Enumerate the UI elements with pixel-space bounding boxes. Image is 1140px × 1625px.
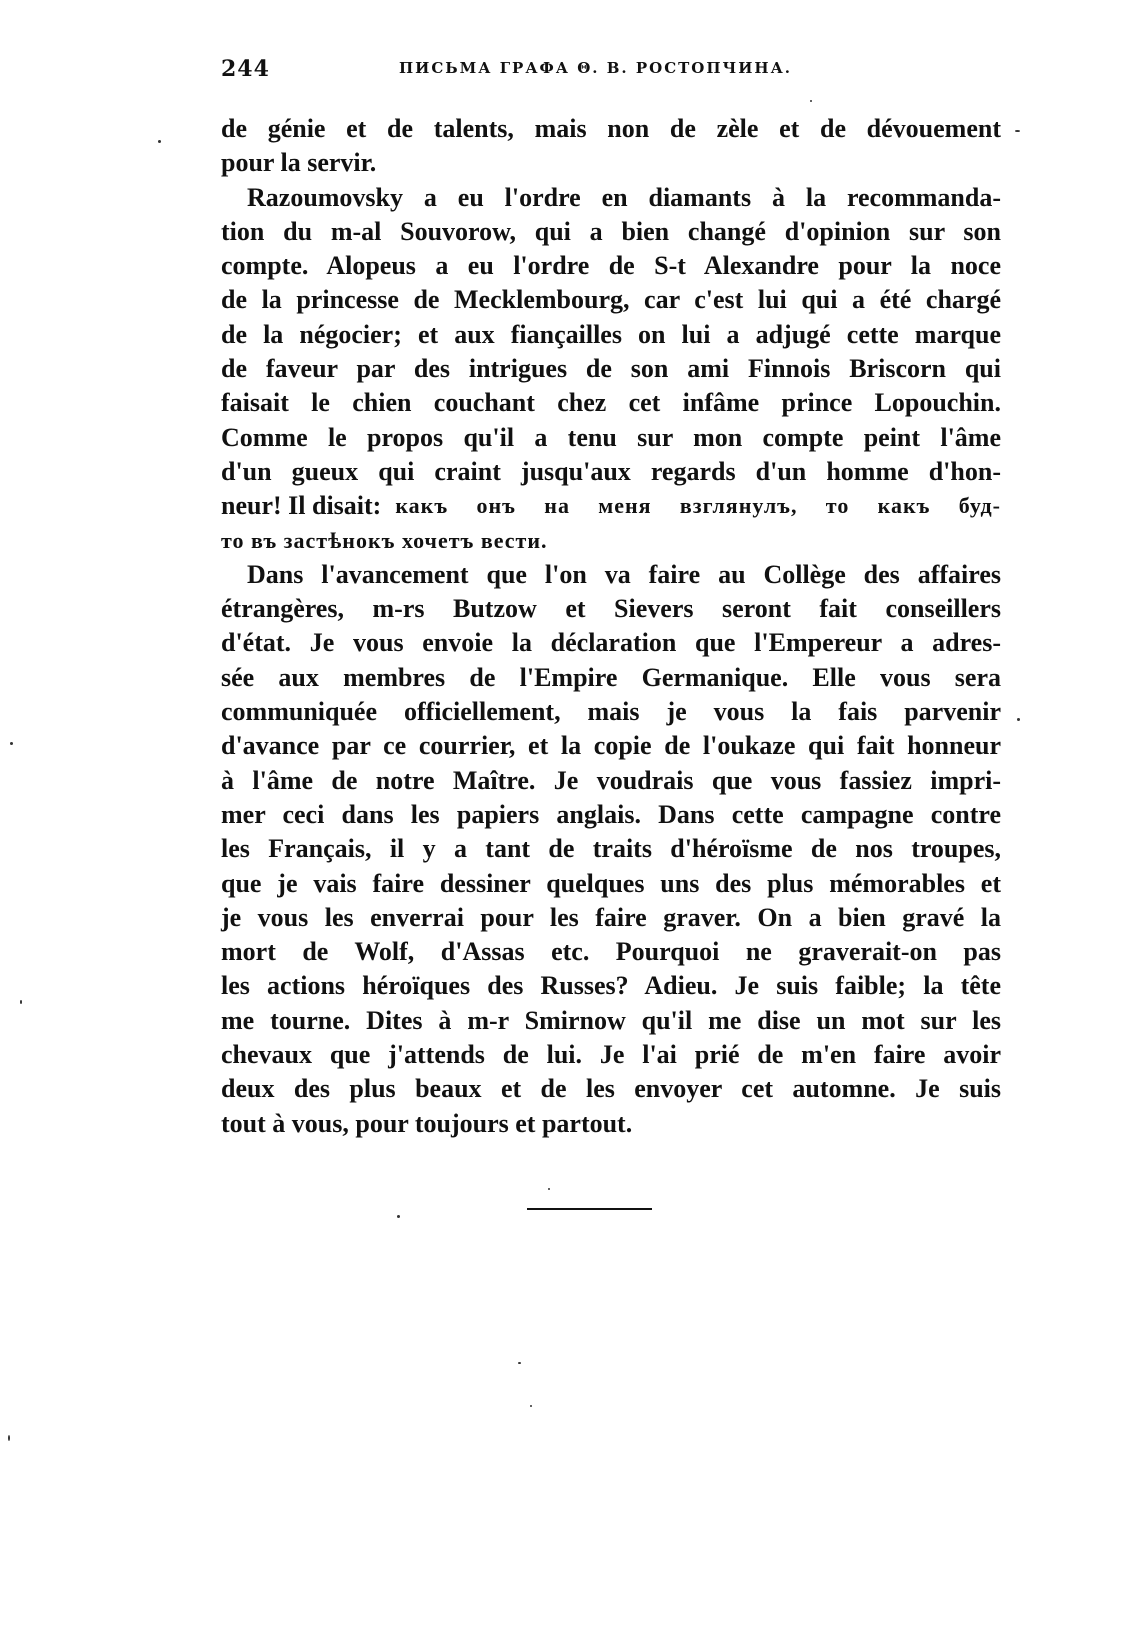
scan-speck (10, 742, 13, 745)
text-line: de la négocier; et aux fiançailles on lui a adjugé cette marque (221, 319, 1001, 349)
text-line: de génie et de talents, mais non de zèle et de dévouement (221, 114, 1001, 143)
scan-speck (20, 1000, 22, 1004)
text-line: d'état. Je vous envoie la déclaration que l'Empereur a adres- (221, 628, 1001, 658)
scan-speck (8, 1435, 10, 1441)
paragraph-start-line: Razoumovsky a eu l'ordre en diamants à la recommanda- (247, 182, 1001, 212)
text-line: étrangères, m-rs Butzow et Sievers seront fait conseillers (221, 594, 1001, 624)
scan-speck (530, 1405, 532, 1407)
text-line: pour la servir. (221, 148, 377, 178)
text-line: deux des plus beaux et de les envoyer cet automne. Je suis (221, 1074, 1001, 1104)
end-of-letter-rule (527, 1208, 652, 1210)
text-line: je vous les enverrai pour les faire graver. On a bien gravé la (221, 902, 1001, 932)
text-line: Comme le propos qu'il a tenu sur mon compte peint l'âme (221, 422, 1001, 452)
text-line: me tourne. Dites à m-r Smirnow qu'il me dise un mot sur les (221, 1005, 1001, 1035)
running-title: ПИСЬМА ГРАФА Θ. В. РОСТОПЧИНА. (399, 59, 793, 77)
text-line: d'un gueux qui craint jusqu'aux regards d'un homme d'hon- (221, 456, 1001, 486)
scan-speck (1015, 130, 1020, 132)
mixed-language-line (221, 489, 1001, 523)
text-line: à l'âme de notre Maître. Je voudrais que vous fassiez impri- (221, 765, 1001, 795)
french-fragment: neur! Il disait: (221, 491, 382, 521)
scan-speck (158, 140, 161, 143)
russian-quote-continued: то въ застѣнокъ хочетъ вести. (221, 527, 548, 553)
text-line: tion du m-al Souvorow, qui a bien changé d'opinion sur son (221, 216, 1001, 246)
scan-speck (518, 1362, 521, 1364)
text-line: mort de Wolf, d'Assas etc. Pourquoi ne graverait-on pas (221, 937, 1001, 967)
page-number: 244 (221, 56, 270, 82)
text-line: compte. Alopeus a eu l'ordre de S-t Alexandre pour la noce (221, 251, 1001, 281)
text-line: mer ceci dans les papiers anglais. Dans cette campagne contre (221, 799, 1001, 829)
text-line: d'avance par ce courrier, et la copie de l'oukaze qui fait honneur (221, 731, 1001, 761)
paragraph-start-line: Dans l'avancement que l'on va faire au Collège des affaires (247, 559, 1001, 589)
text-line: communiquée officiellement, mais je vous la fais parvenir (221, 697, 1001, 727)
text-line: les actions héroïques des Russes? Adieu. Je suis faible; la tête (221, 971, 1001, 1001)
scan-speck (397, 1215, 400, 1218)
scan-speck (810, 100, 812, 102)
text-line: sée aux membres de l'Empire Germanique. Elle vous sera (221, 662, 1001, 692)
text-line: de faveur par des intrigues de son ami Finnois Briscorn qui (221, 354, 1001, 384)
letter-body (221, 112, 1001, 1141)
text-line: faisait le chien couchant chez cet infâme prince Lopouchin. (221, 388, 1001, 418)
text-line: que je vais faire dessiner quelques uns des plus mémorables et (221, 868, 1001, 898)
page-header (221, 56, 1001, 86)
closing-line: tout à vous, pour toujours et partout. (221, 1108, 633, 1138)
scan-speck (548, 1188, 550, 1190)
text-line: de la princesse de Mecklembourg, car c'est lui qui a été chargé (221, 285, 1001, 315)
text-line: les Français, il y a tant de traits d'héroïsme de nos troupes, (221, 834, 1001, 864)
russian-quote: какъ онъ на меня взглянулъ, то какъ буд- (395, 493, 1001, 519)
text-line: chevaux que j'attends de lui. Je l'ai prié de m'en faire avoir (221, 1040, 1001, 1070)
scan-speck (1017, 718, 1020, 721)
